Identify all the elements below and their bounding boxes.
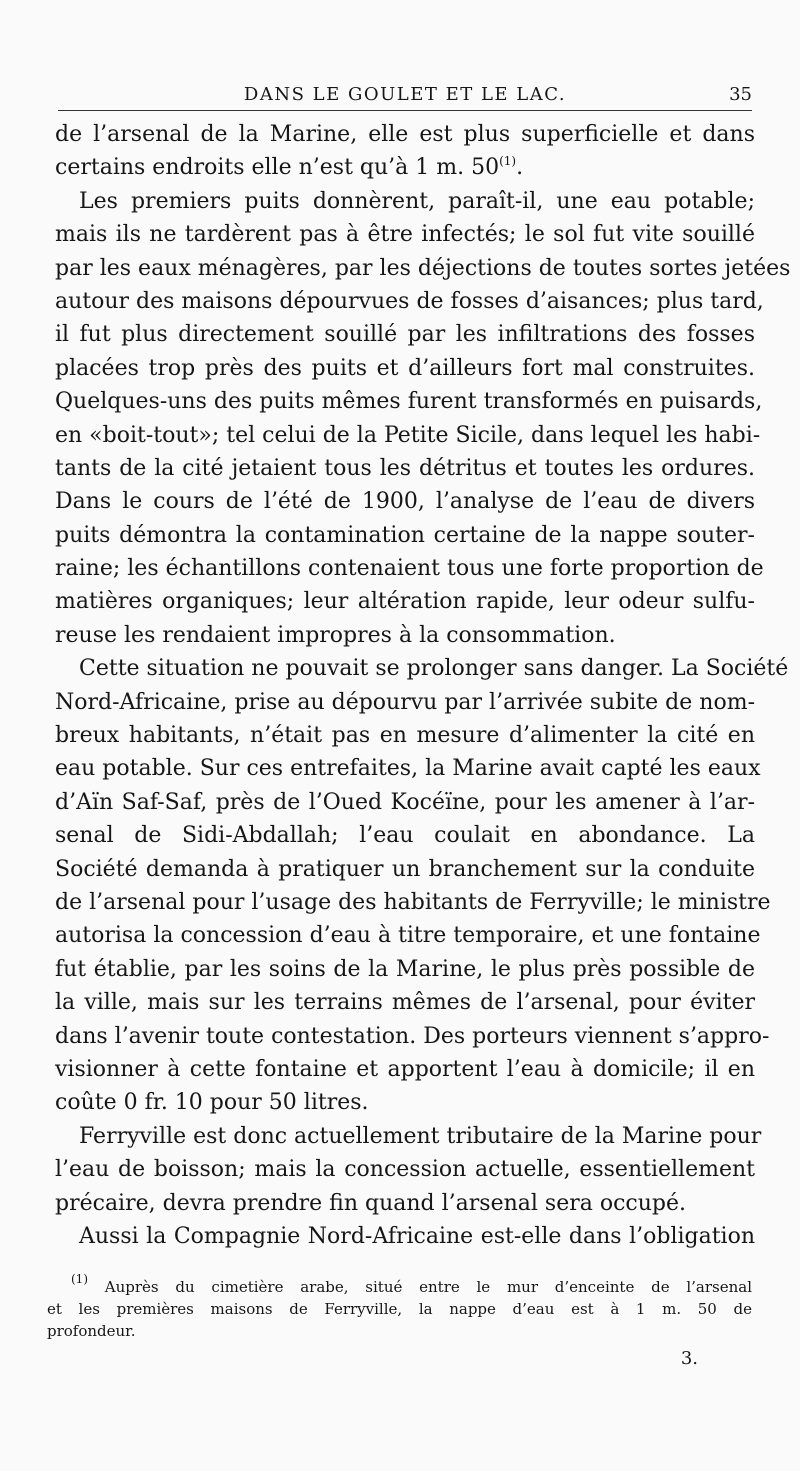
text-line: eau potable. Sur ces entrefaites, la Marine avait capté les eaux [55,756,761,782]
text-line: dans l’avenir toute contestation. Des porteurs viennent s’appro- [55,1023,770,1049]
footnote-line: et les premières maisons de Ferryville, la nappe d’eau est à 1 m. 50 de [47,1300,752,1318]
text-line: fut établie, par les soins de la Marine, le plus près possible de [55,956,755,982]
text-line: Ferryville est donc actuellement tributaire de la Marine pour [79,1123,762,1149]
text-line: Cette situation ne pouvait se prolonger sans danger. La Société [79,656,789,682]
text-line: autour des maisons dépourvues de fosses d’aisances; plus tard, [55,288,764,314]
text-line: Aussi la Compagnie Nord-Africaine est-elle dans l’obligation [79,1223,755,1249]
text-line: de l’arsenal pour l’usage des habitants de Ferryville; le ministre [55,889,771,915]
text-line: senal de Sidi-Abdallah; l’eau coulait en abondance. La [55,823,755,849]
text-line: mais ils ne tardèrent pas à être infectés; le sol fut vite souillé [55,222,755,248]
text-line: visionner à cette fontaine et apportent l’eau à domicile; il en [55,1056,755,1082]
text-line: précaire, devra prendre fin quand l’arsenal sera occupé. [55,1190,686,1216]
footnote-reference: (1) [499,154,517,169]
body-text [55,118,791,1253]
text-line: matières organiques; leur altération rapide, leur odeur sulfu- [55,589,755,615]
text-line: coûte 0 fr. 10 pour 50 litres. [55,1090,369,1116]
text-line: d’Aïn Saf-Saf, près de l’Oued Kocéïne, pour les amener à l’ar- [55,789,755,815]
signature-mark: 3. [680,1348,698,1369]
footnote-line: $^{(1)}$ Auprès du cimetière arabe, situé entre le mur d’enceinte de l’arsenal [71,1272,752,1296]
text-line: de l’arsenal de la Marine, elle est plus superficielle et dans [55,122,755,147]
text-line: breux habitants, n’était pas en mesure d’alimenter la cité en [55,723,755,749]
text-line: en «boit-tout»; tel celui de la Petite Sicile, dans lequel les habi- [55,422,761,448]
text-line: reuse les rendaient impropres à la consommation. [55,622,616,648]
text-line: raine; les échantillons contenaient tous une forte proportion de [55,556,764,582]
text-line: placées trop près des puits et d’ailleurs fort mal construites. [55,355,755,381]
text-line: Les premiers puits donnèrent, paraît-il, une eau potable; [79,188,755,214]
running-head [58,80,752,111]
text-line: Société demanda à pratiquer un branchement sur la conduite [55,856,755,882]
text-line: par les eaux ménagères, par les déjections de toutes sortes jetées [55,255,791,281]
text-line: tants de la cité jetaient tous les détritus et toutes les ordures. [55,455,755,481]
text-line: la ville, mais sur les terrains mêmes de l’arsenal, pour éviter [55,990,755,1016]
text-line: Dans le cours de l’été de 1900, l’analyse de l’eau de divers [55,489,755,515]
running-title: DANS LE GOULET ET LE LAC. [243,84,567,105]
text-line: Nord-Africaine, prise au dépourvu par l’arrivée subite de nom- [55,689,755,715]
text-line: puits démontra la contamination certaine de la nappe souter- [55,522,755,548]
text-line: il fut plus directement souillé par les infiltrations des fosses [55,322,755,348]
footnote-line: profondeur. [47,1322,136,1340]
text-line: l’eau de boisson; mais la concession actuelle, essentiellement [55,1157,755,1183]
footnote-marker: (1) [71,1272,88,1286]
text-line: certains endroits elle n’est qu’à 1 m. 50$^{(1)}$. [55,154,524,181]
footnote [47,1272,752,1342]
page-number: 35 [729,84,752,105]
text-line: Quelques-uns des puits mêmes furent transformés en puisards, [55,389,763,415]
text-line: autorisa la concession d’eau à titre temporaire, et une fontaine [55,923,761,949]
